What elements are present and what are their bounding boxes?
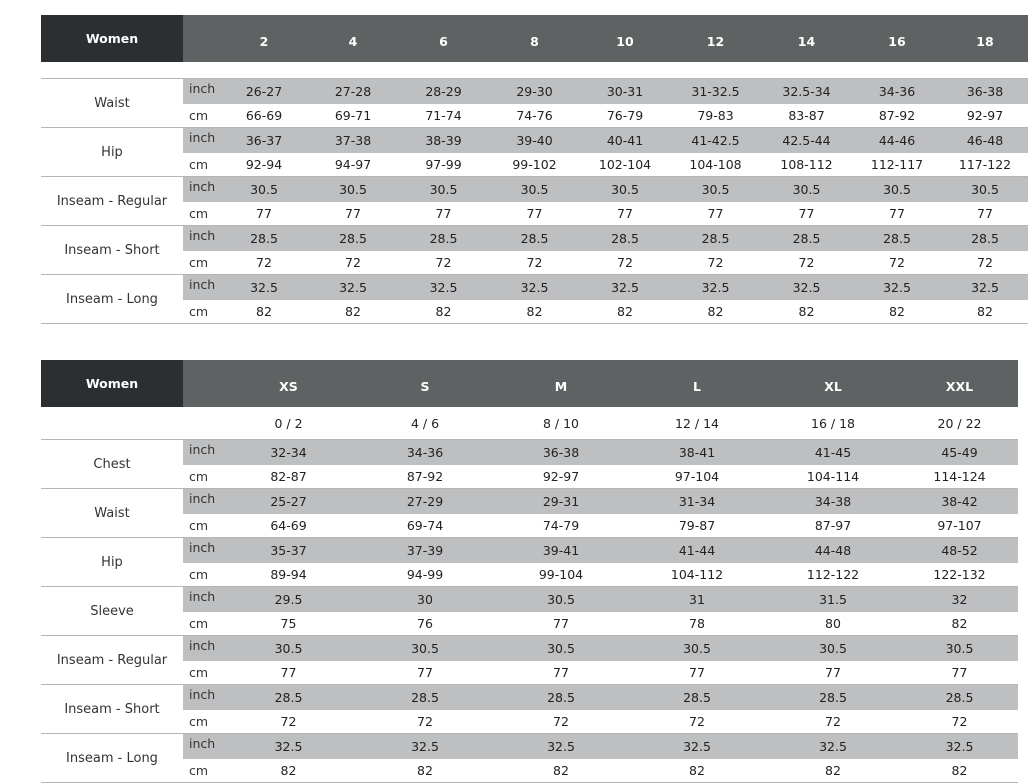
value-cell: 30.5 [220, 177, 308, 203]
value-cell: 27-28 [308, 79, 398, 105]
value-cell: 30.5 [670, 177, 761, 203]
value-cell: 76 [357, 612, 493, 636]
unit-label: cm [183, 153, 220, 177]
measurement-label: Waist [41, 489, 183, 538]
value-cell: 32.5 [761, 275, 852, 301]
numeric-size: 0 / 2 [220, 407, 357, 440]
value-cell: 32.5 [308, 275, 398, 301]
value-cell: 89-94 [220, 563, 357, 587]
table-row [41, 514, 1018, 538]
unit-label: inch [183, 79, 220, 105]
value-cell: 77 [220, 661, 357, 685]
value-cell: 104-112 [629, 563, 765, 587]
table-row [41, 79, 1028, 105]
value-cell: 82 [901, 759, 1018, 783]
value-cell: 82 [670, 300, 761, 324]
value-cell: 28.5 [670, 226, 761, 252]
measurement-label: Inseam - Regular [41, 636, 183, 685]
value-cell: 36-38 [942, 79, 1028, 105]
table-row [41, 587, 1018, 613]
value-cell: 97-99 [398, 153, 489, 177]
table-row [41, 636, 1018, 662]
numeric-size: 8 / 10 [493, 407, 629, 440]
size-header: 6 [398, 15, 489, 62]
value-cell: 28.5 [580, 226, 670, 252]
value-cell: 40-41 [580, 128, 670, 154]
table-row [41, 251, 1028, 275]
value-cell: 108-112 [761, 153, 852, 177]
value-cell: 30.5 [580, 177, 670, 203]
value-cell: 104-108 [670, 153, 761, 177]
measurement-label: Hip [41, 538, 183, 587]
value-cell: 112-122 [765, 563, 901, 587]
measurement-label: Sleeve [41, 587, 183, 636]
measurement-label: Inseam - Regular [41, 177, 183, 226]
value-cell: 44-48 [765, 538, 901, 564]
value-cell: 28.5 [398, 226, 489, 252]
value-cell: 79-87 [629, 514, 765, 538]
value-cell: 80 [765, 612, 901, 636]
value-cell: 42.5-44 [761, 128, 852, 154]
unit-label: inch [183, 128, 220, 154]
value-cell: 77 [670, 202, 761, 226]
value-cell: 79-83 [670, 104, 761, 128]
table-row [41, 300, 1028, 324]
value-cell: 41-45 [765, 440, 901, 466]
value-cell: 99-104 [493, 563, 629, 587]
value-cell: 82 [942, 300, 1028, 324]
table-row [41, 465, 1018, 489]
value-cell: 82 [629, 759, 765, 783]
value-cell: 36-37 [220, 128, 308, 154]
unit-label: cm [183, 202, 220, 226]
size-header: XL [765, 360, 901, 407]
value-cell: 72 [629, 710, 765, 734]
measurement-label: Waist [41, 79, 183, 128]
value-cell: 44-46 [852, 128, 942, 154]
value-cell: 28.5 [357, 685, 493, 711]
value-cell: 72 [901, 710, 1018, 734]
value-cell: 82 [398, 300, 489, 324]
value-cell: 82 [493, 759, 629, 783]
value-cell: 72 [765, 710, 901, 734]
value-cell: 94-99 [357, 563, 493, 587]
value-cell: 30 [357, 587, 493, 613]
value-cell: 77 [765, 661, 901, 685]
numeric-size: 20 / 22 [901, 407, 1018, 440]
header-unit-spacer [183, 360, 220, 407]
unit-label: cm [183, 661, 220, 685]
table-row [41, 104, 1028, 128]
value-cell: 94-97 [308, 153, 398, 177]
value-cell: 30.5 [493, 587, 629, 613]
value-cell: 82 [580, 300, 670, 324]
value-cell: 82-87 [220, 465, 357, 489]
value-cell: 72 [220, 251, 308, 275]
unit-label: inch [183, 275, 220, 301]
value-cell: 27-29 [357, 489, 493, 515]
value-cell: 28.5 [765, 685, 901, 711]
unit-label: cm [183, 465, 220, 489]
size-header: 4 [308, 15, 398, 62]
value-cell: 30.5 [398, 177, 489, 203]
value-cell: 28.5 [493, 685, 629, 711]
numeric-size-row [41, 407, 1018, 440]
value-cell: 66-69 [220, 104, 308, 128]
value-cell: 72 [942, 251, 1028, 275]
unit-label: cm [183, 563, 220, 587]
numeric-size: 16 / 18 [765, 407, 901, 440]
size-chart-numeric [41, 15, 1028, 324]
value-cell: 26-27 [220, 79, 308, 105]
value-cell: 28.5 [629, 685, 765, 711]
unit-label: cm [183, 759, 220, 783]
size-header: 16 [852, 15, 942, 62]
value-cell: 82 [489, 300, 580, 324]
unit-label: inch [183, 587, 220, 613]
value-cell: 82 [220, 759, 357, 783]
value-cell: 83-87 [761, 104, 852, 128]
value-cell: 87-92 [852, 104, 942, 128]
value-cell: 72 [852, 251, 942, 275]
value-cell: 102-104 [580, 153, 670, 177]
value-cell: 69-71 [308, 104, 398, 128]
value-cell: 77 [220, 202, 308, 226]
table-row [41, 440, 1018, 466]
value-cell: 104-114 [765, 465, 901, 489]
value-cell: 28.5 [220, 226, 308, 252]
value-cell: 72 [308, 251, 398, 275]
header-row [41, 15, 1028, 62]
value-cell: 31-32.5 [670, 79, 761, 105]
unit-label: cm [183, 104, 220, 128]
value-cell: 34-38 [765, 489, 901, 515]
value-cell: 32.5 [220, 734, 357, 760]
value-cell: 32.5 [398, 275, 489, 301]
value-cell: 77 [942, 202, 1028, 226]
value-cell: 77 [308, 202, 398, 226]
value-cell: 32.5 [220, 275, 308, 301]
value-cell: 87-97 [765, 514, 901, 538]
value-cell: 77 [852, 202, 942, 226]
size-header: XS [220, 360, 357, 407]
size-header: 14 [761, 15, 852, 62]
value-cell: 34-36 [357, 440, 493, 466]
value-cell: 72 [670, 251, 761, 275]
value-cell: 82 [765, 759, 901, 783]
value-cell: 30.5 [942, 177, 1028, 203]
value-cell: 82 [761, 300, 852, 324]
value-cell: 77 [493, 612, 629, 636]
value-cell: 28.5 [220, 685, 357, 711]
value-cell: 28.5 [852, 226, 942, 252]
table-row [41, 275, 1028, 301]
value-cell: 32.5 [942, 275, 1028, 301]
value-cell: 77 [629, 661, 765, 685]
table-row [41, 734, 1018, 760]
size-header: XXL [901, 360, 1018, 407]
value-cell: 72 [357, 710, 493, 734]
size-header: 12 [670, 15, 761, 62]
value-cell: 75 [220, 612, 357, 636]
value-cell: 92-97 [942, 104, 1028, 128]
value-cell: 92-94 [220, 153, 308, 177]
table-row [41, 128, 1028, 154]
value-cell: 29-30 [489, 79, 580, 105]
unit-label: cm [183, 612, 220, 636]
value-cell: 77 [493, 661, 629, 685]
value-cell: 41-44 [629, 538, 765, 564]
value-cell: 32.5 [670, 275, 761, 301]
value-cell: 77 [357, 661, 493, 685]
unit-label: cm [183, 514, 220, 538]
value-cell: 72 [220, 710, 357, 734]
value-cell: 117-122 [942, 153, 1028, 177]
value-cell: 30.5 [357, 636, 493, 662]
value-cell: 32-34 [220, 440, 357, 466]
size-header: 10 [580, 15, 670, 62]
value-cell: 32.5-34 [761, 79, 852, 105]
value-cell: 46-48 [942, 128, 1028, 154]
value-cell: 87-92 [357, 465, 493, 489]
value-cell: 35-37 [220, 538, 357, 564]
value-cell: 30.5 [852, 177, 942, 203]
value-cell: 30.5 [761, 177, 852, 203]
size-header: S [357, 360, 493, 407]
table-row [41, 153, 1028, 177]
value-cell: 28-29 [398, 79, 489, 105]
value-cell: 29.5 [220, 587, 357, 613]
value-cell: 72 [761, 251, 852, 275]
unit-label: inch [183, 685, 220, 711]
value-cell: 30.5 [629, 636, 765, 662]
value-cell: 72 [493, 710, 629, 734]
value-cell: 77 [398, 202, 489, 226]
value-cell: 34-36 [852, 79, 942, 105]
value-cell: 32.5 [489, 275, 580, 301]
value-cell: 28.5 [489, 226, 580, 252]
value-cell: 39-41 [493, 538, 629, 564]
value-cell: 97-104 [629, 465, 765, 489]
table-row [41, 612, 1018, 636]
value-cell: 28.5 [761, 226, 852, 252]
value-cell: 72 [398, 251, 489, 275]
value-cell: 38-41 [629, 440, 765, 466]
numeric-size: 4 / 6 [357, 407, 493, 440]
value-cell: 82 [308, 300, 398, 324]
table-row [41, 661, 1018, 685]
table-row [41, 226, 1028, 252]
table-row [41, 177, 1028, 203]
table-row [41, 685, 1018, 711]
table-row [41, 538, 1018, 564]
value-cell: 28.5 [308, 226, 398, 252]
value-cell: 32.5 [901, 734, 1018, 760]
value-cell: 74-76 [489, 104, 580, 128]
table-row [41, 202, 1028, 226]
size-header: 2 [220, 15, 308, 62]
value-cell: 31 [629, 587, 765, 613]
unit-label: inch [183, 636, 220, 662]
value-cell: 77 [489, 202, 580, 226]
value-cell: 32.5 [357, 734, 493, 760]
header-row [41, 360, 1018, 407]
value-cell: 37-39 [357, 538, 493, 564]
measurement-label: Hip [41, 128, 183, 177]
size-header: M [493, 360, 629, 407]
value-cell: 82 [901, 612, 1018, 636]
value-cell: 32.5 [629, 734, 765, 760]
unit-label: inch [183, 177, 220, 203]
value-cell: 92-97 [493, 465, 629, 489]
size-header: 18 [942, 15, 1028, 62]
numeric-size: 12 / 14 [629, 407, 765, 440]
table-row [41, 563, 1018, 587]
value-cell: 37-38 [308, 128, 398, 154]
measurement-label: Chest [41, 440, 183, 489]
value-cell: 69-74 [357, 514, 493, 538]
value-cell: 76-79 [580, 104, 670, 128]
unit-label: inch [183, 226, 220, 252]
value-cell: 82 [220, 300, 308, 324]
value-cell: 77 [761, 202, 852, 226]
value-cell: 25-27 [220, 489, 357, 515]
size-chart-letter [41, 360, 1018, 783]
value-cell: 29-31 [493, 489, 629, 515]
value-cell: 48-52 [901, 538, 1018, 564]
unit-label: cm [183, 300, 220, 324]
value-cell: 77 [580, 202, 670, 226]
unit-label: inch [183, 538, 220, 564]
value-cell: 30.5 [493, 636, 629, 662]
unit-label: inch [183, 734, 220, 760]
header-unit-spacer [183, 15, 220, 62]
table-row [41, 710, 1018, 734]
size-header: L [629, 360, 765, 407]
measurement-label: Inseam - Short [41, 685, 183, 734]
spacer-row [41, 62, 1028, 79]
value-cell: 64-69 [220, 514, 357, 538]
value-cell: 32.5 [493, 734, 629, 760]
value-cell: 71-74 [398, 104, 489, 128]
value-cell: 99-102 [489, 153, 580, 177]
value-cell: 78 [629, 612, 765, 636]
table-title: Women [41, 15, 183, 62]
unit-label: cm [183, 710, 220, 734]
table-row [41, 489, 1018, 515]
value-cell: 112-117 [852, 153, 942, 177]
value-cell: 72 [489, 251, 580, 275]
value-cell: 72 [580, 251, 670, 275]
value-cell: 97-107 [901, 514, 1018, 538]
measurement-label: Inseam - Long [41, 275, 183, 324]
value-cell: 30.5 [308, 177, 398, 203]
value-cell: 74-79 [493, 514, 629, 538]
table-row [41, 759, 1018, 783]
value-cell: 82 [357, 759, 493, 783]
value-cell: 32.5 [852, 275, 942, 301]
size-header: 8 [489, 15, 580, 62]
unit-label: inch [183, 489, 220, 515]
value-cell: 114-124 [901, 465, 1018, 489]
value-cell: 31.5 [765, 587, 901, 613]
value-cell: 77 [901, 661, 1018, 685]
value-cell: 28.5 [901, 685, 1018, 711]
value-cell: 122-132 [901, 563, 1018, 587]
value-cell: 30.5 [220, 636, 357, 662]
value-cell: 38-39 [398, 128, 489, 154]
value-cell: 30.5 [765, 636, 901, 662]
unit-label: cm [183, 251, 220, 275]
value-cell: 32.5 [580, 275, 670, 301]
value-cell: 36-38 [493, 440, 629, 466]
value-cell: 30.5 [489, 177, 580, 203]
unit-label: inch [183, 440, 220, 466]
value-cell: 38-42 [901, 489, 1018, 515]
value-cell: 30.5 [901, 636, 1018, 662]
value-cell: 31-34 [629, 489, 765, 515]
value-cell: 30-31 [580, 79, 670, 105]
value-cell: 28.5 [942, 226, 1028, 252]
value-cell: 45-49 [901, 440, 1018, 466]
value-cell: 32 [901, 587, 1018, 613]
measurement-label: Inseam - Short [41, 226, 183, 275]
value-cell: 39-40 [489, 128, 580, 154]
value-cell: 82 [852, 300, 942, 324]
value-cell: 41-42.5 [670, 128, 761, 154]
measurement-label: Inseam - Long [41, 734, 183, 783]
table-title: Women [41, 360, 183, 407]
value-cell: 32.5 [765, 734, 901, 760]
